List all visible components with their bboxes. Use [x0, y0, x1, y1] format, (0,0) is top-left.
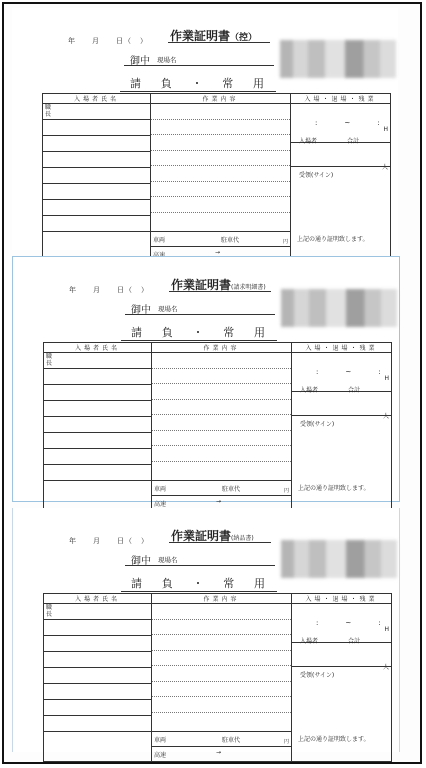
vehicle-label: 車両 [153, 237, 166, 244]
work-content-line[interactable] [152, 666, 291, 682]
parking-label: 駐車代 [222, 737, 241, 744]
syoku-label: 職 長 [46, 604, 53, 618]
work-content-line[interactable] [152, 651, 291, 667]
work-content-line[interactable] [152, 446, 291, 462]
entrants-label: 入場者 [300, 638, 319, 645]
contract-type-char: 請 [131, 326, 144, 339]
contract-type-char: 常 [223, 577, 237, 590]
yen-unit: 円 [283, 739, 289, 745]
header-name: 入場者氏名 [43, 94, 151, 104]
arrow-icon: → [216, 749, 222, 756]
contract-type-char: 常 [222, 77, 236, 90]
contract-type-char: 常 [223, 326, 237, 339]
hours-unit: H [384, 626, 389, 633]
work-content-line[interactable] [152, 697, 291, 713]
title-subtitle: （控） [230, 33, 258, 43]
name-cell[interactable] [44, 652, 151, 668]
vehicle-label: 車両 [154, 737, 167, 744]
total-label: 合計 [347, 138, 360, 145]
date-field[interactable]: 年 月 日（ ） [68, 37, 148, 45]
contract-type-char: ・ [192, 326, 206, 339]
entrants-label: 入場者 [299, 138, 318, 145]
name-cell[interactable] [44, 369, 151, 385]
name-list [44, 604, 151, 731]
total-label: 合計 [348, 638, 361, 645]
recipient-line[interactable] [125, 314, 275, 315]
contract-type-char: ・ [191, 77, 205, 90]
site-name-label: 現場名 [158, 305, 178, 313]
contract-type-line [120, 75, 276, 92]
time-range[interactable]: : ~ : [316, 619, 391, 627]
company-stamp-blurred [281, 289, 397, 327]
name-cell[interactable] [43, 104, 150, 120]
work-content-line[interactable] [152, 604, 291, 620]
work-content-line[interactable] [151, 197, 290, 213]
persons-unit: 人 [381, 164, 388, 171]
company-stamp-blurred [281, 540, 397, 578]
divider [292, 415, 391, 416]
highway-label: 高速 [154, 752, 167, 759]
work-content-line[interactable] [152, 620, 291, 636]
work-certificate-form [12, 256, 400, 508]
title-text: 作業証明書 [171, 278, 232, 292]
site-name-label: 現場名 [158, 556, 178, 564]
contract-type-line [121, 324, 277, 341]
name-list [43, 104, 150, 231]
parking-label: 駐車代 [221, 237, 240, 244]
syoku-label: 職 長 [46, 353, 53, 367]
title-underline [168, 42, 270, 43]
work-content-line[interactable] [151, 151, 290, 167]
title-subtitle: (納品書) [231, 535, 254, 542]
receipt-sign-label[interactable]: 受領(サイン) [299, 172, 334, 179]
yen-unit: 円 [282, 239, 288, 245]
contract-type-char: 用 [253, 77, 266, 90]
header-work: 作業内容 [152, 594, 292, 604]
arrow-icon: → [216, 498, 222, 505]
name-cell[interactable] [43, 184, 150, 200]
receipt-sign-label[interactable]: 受領(サイン) [300, 672, 335, 679]
name-cell[interactable] [44, 449, 151, 465]
name-cell[interactable] [44, 604, 151, 620]
name-cell[interactable] [43, 216, 150, 232]
name-cell[interactable] [44, 353, 151, 369]
parking-label: 駐車代 [222, 486, 241, 493]
name-cell[interactable] [44, 433, 151, 449]
persons-unit: 人 [382, 664, 389, 671]
contract-type-char: 請 [130, 77, 143, 90]
work-content-line[interactable] [151, 104, 290, 120]
syoku-label: 職 長 [45, 104, 52, 118]
header-name: 入場者氏名 [44, 594, 152, 604]
recipient-line[interactable] [124, 65, 274, 66]
name-cell[interactable] [44, 700, 151, 716]
header-time: 入場・退場・残業 [292, 343, 392, 353]
header-time: 入場・退場・残業 [292, 594, 392, 604]
date-field[interactable]: 年 月 日（ ） [69, 537, 149, 545]
name-cell[interactable] [43, 168, 150, 184]
work-content-line[interactable] [152, 635, 291, 651]
work-certificate-form [12, 8, 398, 256]
name-cell[interactable] [44, 620, 151, 636]
certify-text: 上記の通り証明致します。 [298, 485, 370, 492]
contract-type-char: 負 [161, 326, 175, 339]
total-label: 合計 [348, 387, 361, 394]
divider [292, 666, 391, 667]
recipient-line[interactable] [125, 565, 275, 566]
name-cell[interactable] [43, 200, 150, 216]
work-content-line[interactable] [152, 400, 291, 416]
title-subtitle: (請求明細書) [231, 284, 266, 291]
contract-type-line [121, 575, 277, 592]
work-table [42, 93, 391, 262]
contract-type-char: 負 [160, 77, 174, 90]
title-underline [169, 291, 271, 292]
onchu-label: 御中 [131, 556, 151, 567]
onchu-label: 御中 [131, 305, 151, 316]
contract-type-char: 用 [254, 326, 267, 339]
header-work: 作業内容 [151, 94, 291, 104]
work-content-line[interactable] [152, 415, 291, 431]
name-cell[interactable] [43, 152, 150, 168]
name-list [44, 353, 151, 480]
work-content-line[interactable] [152, 353, 291, 369]
arrow-icon: → [215, 249, 221, 256]
work-content-line[interactable] [152, 384, 291, 400]
work-content-line[interactable] [151, 182, 290, 198]
name-cell[interactable] [44, 636, 151, 652]
header-work: 作業内容 [152, 343, 292, 353]
certify-text: 上記の通り証明致します。 [297, 236, 369, 243]
contract-type-char: 負 [161, 577, 175, 590]
name-cell[interactable] [44, 417, 151, 433]
hours-unit: H [384, 375, 389, 382]
onchu-label: 御中 [130, 56, 150, 67]
hours-unit: H [383, 126, 388, 133]
contract-type-char: 用 [254, 577, 267, 590]
contract-type-char: 請 [131, 577, 144, 590]
work-content-line[interactable] [152, 369, 291, 385]
time-range[interactable]: : ~ : [315, 119, 390, 127]
work-content-line[interactable] [151, 135, 290, 151]
work-content-line[interactable] [152, 682, 291, 698]
persons-unit: 人 [382, 413, 389, 420]
work-content-line[interactable] [152, 431, 291, 447]
work-table [43, 593, 392, 762]
work-certificate-form [12, 508, 400, 759]
name-cell[interactable] [44, 465, 151, 481]
title-underline [169, 542, 271, 543]
name-cell[interactable] [44, 684, 151, 700]
receipt-sign-label[interactable]: 受領(サイン) [300, 421, 335, 428]
name-cell[interactable] [43, 120, 150, 136]
highway-label: 高速 [154, 501, 167, 508]
work-table [43, 342, 392, 511]
divider [291, 166, 390, 167]
work-content-line[interactable] [151, 120, 290, 136]
yen-unit: 円 [283, 488, 289, 494]
vehicle-label: 車両 [154, 486, 167, 493]
work-content-line[interactable] [151, 166, 290, 182]
date-field[interactable]: 年 月 日（ ） [69, 286, 149, 294]
name-cell[interactable] [43, 136, 150, 152]
company-stamp-blurred [280, 40, 396, 78]
header-name: 入場者氏名 [44, 343, 152, 353]
time-range[interactable]: : ~ : [316, 368, 391, 376]
title-text: 作業証明書 [170, 29, 231, 43]
title-text: 作業証明書 [171, 529, 232, 543]
name-cell[interactable] [44, 716, 151, 732]
name-cell[interactable] [44, 401, 151, 417]
certify-text: 上記の通り証明致します。 [298, 736, 370, 743]
header-time: 入場・退場・残業 [291, 94, 391, 104]
name-cell[interactable] [44, 385, 151, 401]
site-name-label: 現場名 [157, 56, 177, 64]
name-cell[interactable] [44, 668, 151, 684]
contract-type-char: ・ [192, 577, 206, 590]
entrants-label: 入場者 [300, 387, 319, 394]
